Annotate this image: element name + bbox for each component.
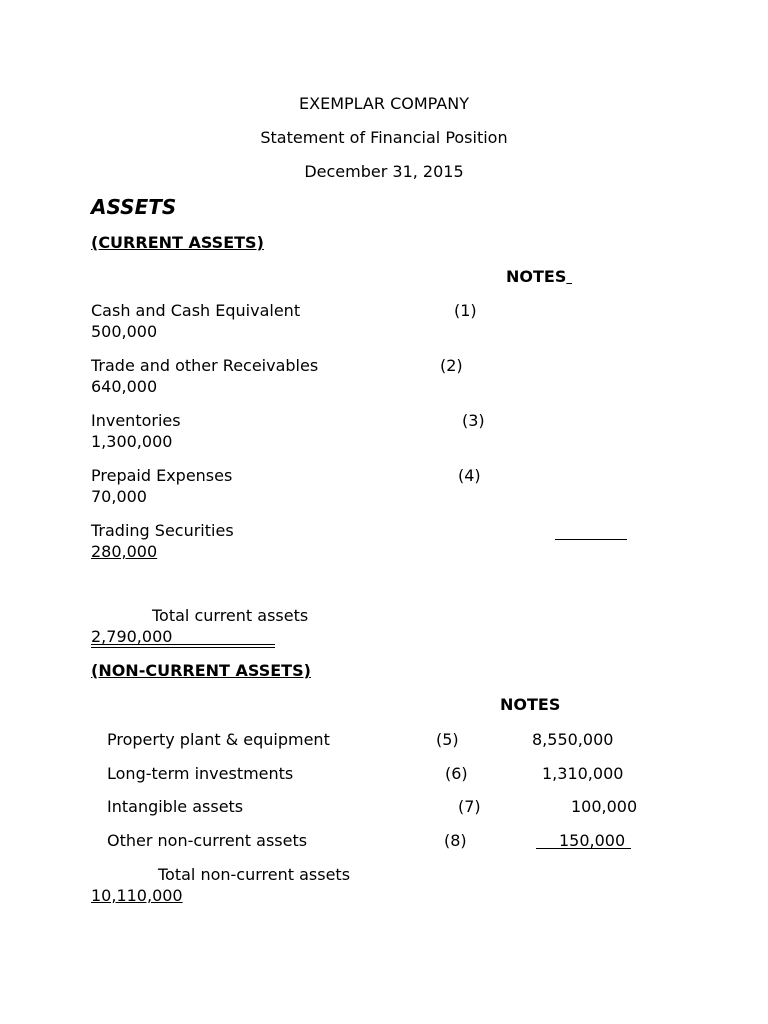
noncurrent-row-label: Other non-current assets xyxy=(107,831,308,850)
assets-heading: ASSETS xyxy=(91,195,177,219)
noncurrent-row-note: (6) xyxy=(445,764,468,783)
current-row-note: (2) xyxy=(440,356,463,375)
noncurrent-row-amount: 8,550,000 xyxy=(532,730,614,749)
noncurrent-row-amount: 1,310,000 xyxy=(542,764,624,783)
noncurrent-assets-heading: (NON-CURRENT ASSETS) xyxy=(91,661,311,680)
current-row-note: (1) xyxy=(454,301,477,320)
noncurrent-row-label: Property plant & equipment xyxy=(107,730,330,749)
current-row-label: Cash and Cash Equivalent xyxy=(91,301,301,320)
current-row-amount: 1,300,000 xyxy=(91,432,173,451)
current-row-note: (3) xyxy=(462,411,485,430)
total-current-double-rule xyxy=(91,644,275,648)
current-row-amount: 70,000 xyxy=(91,487,147,506)
company-name: EXEMPLAR COMPANY xyxy=(299,94,469,113)
current-notes-label: NOTES xyxy=(506,267,567,286)
noncurrent-row-label: Intangible assets xyxy=(107,797,244,816)
total-current-amount: 2,790,000 xyxy=(91,627,173,646)
current-row-label: Inventories xyxy=(91,411,181,430)
noncurrent-row-note: (5) xyxy=(436,730,459,749)
total-noncurrent-label: Total non-current assets xyxy=(158,865,351,884)
current-row-label: Trading Securities xyxy=(91,521,234,540)
current-row-amount: 640,000 xyxy=(91,377,158,396)
trading-securities-rule xyxy=(555,539,627,540)
noncurrent-row-note: (7) xyxy=(458,797,481,816)
noncurrent-row-note: (8) xyxy=(444,831,467,850)
current-row-label: Prepaid Expenses xyxy=(91,466,233,485)
noncurrent-row-amount: 150,000 xyxy=(559,831,626,850)
total-current-label: Total current assets xyxy=(152,606,309,625)
current-row-amount: 500,000 xyxy=(91,322,158,341)
noncurrent-row-label: Long-term investments xyxy=(107,764,294,783)
noncurrent-notes-label: NOTES xyxy=(500,695,561,714)
current-row-amount: 280,000 xyxy=(91,542,158,561)
current-row-label: Trade and other Receivables xyxy=(91,356,319,375)
statement-title: Statement of Financial Position xyxy=(260,128,508,147)
current-row-note: (4) xyxy=(458,466,481,485)
noncurrent-row-amount: 100,000 xyxy=(571,797,638,816)
statement-date: December 31, 2015 xyxy=(304,162,464,181)
total-noncurrent-amount: 10,110,000 xyxy=(91,886,183,905)
current-assets-heading: (CURRENT ASSETS) xyxy=(91,233,264,252)
